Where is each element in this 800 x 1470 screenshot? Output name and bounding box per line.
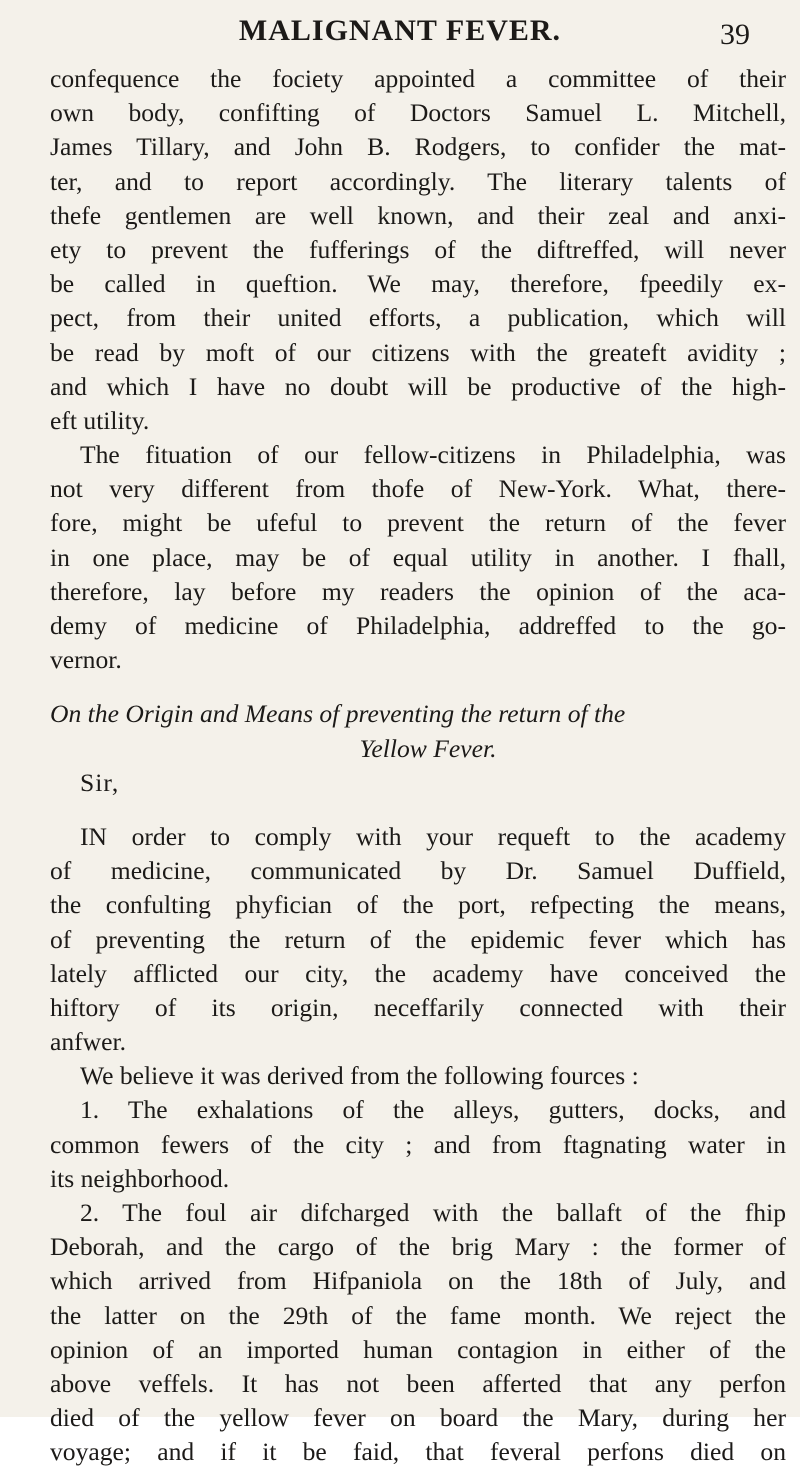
text-line: 1. The exhalations of the alleys, gutters, docks, and bbox=[80, 1095, 786, 1125]
text-line: above veffels. It has not been afferted that any perfon bbox=[50, 1368, 786, 1398]
text-line: common fewers of the city ; and from ftagnating water in bbox=[50, 1129, 786, 1159]
spacer bbox=[50, 677, 786, 697]
text-line: anfwer. bbox=[50, 1027, 127, 1057]
text-line: James Tillary, and John B. Rodgers, to confider the mat- bbox=[50, 132, 786, 162]
heading-line: Yellow Fever. bbox=[359, 733, 497, 763]
text-line: 2. The foul air difcharged with the ballaft of the fhip bbox=[80, 1198, 786, 1227]
text-line: The fituation of our fellow-citizens in Philadelphia, was bbox=[80, 440, 786, 470]
paragraph-in-order bbox=[50, 820, 786, 1059]
letter-heading bbox=[50, 697, 786, 765]
salutation: Sir, bbox=[80, 767, 120, 797]
text-line: own body, confifting of Doctors Samuel L. Mitchell, bbox=[50, 98, 786, 128]
text-line: ter, and to report accordingly. The literary talents of bbox=[50, 166, 786, 196]
text-line: fore, might be ufeful to prevent the return of the fever bbox=[50, 508, 786, 538]
text-line: ety to prevent the fufferings of the diftreffed, will never bbox=[50, 234, 786, 264]
text-line: died of the yellow fever on board the Mary, during her bbox=[50, 1403, 786, 1433]
paragraph-consequence bbox=[50, 62, 786, 438]
text-line: which arrived from Hifpaniola on the 18th of July, and bbox=[50, 1266, 786, 1296]
text-line: be read by moft of our citizens with the greateft avidity ; bbox=[50, 337, 786, 367]
text-line: the confulting phyfician of the port, refpecting the means, bbox=[50, 890, 786, 920]
paragraph-situation bbox=[50, 438, 786, 677]
text-line: confequence the fociety appointed a committee of their bbox=[50, 64, 786, 93]
text-line: eft utility. bbox=[50, 405, 150, 435]
heading-line: On the Origin and Means of preventing the return of the bbox=[50, 699, 626, 729]
text-line: voyage; and if it be faid, that feveral perfons died on bbox=[50, 1437, 786, 1467]
paragraph-sources bbox=[50, 1059, 786, 1093]
text-line: of medicine, communicated by Dr. Samuel Duffield, bbox=[50, 856, 786, 886]
text-line: be called in queftion. We may, therefore, fpeedily ex- bbox=[50, 269, 786, 299]
text-line: its neighborhood. bbox=[50, 1163, 230, 1193]
text-line: Deborah, and the cargo of the brig Mary : the former of bbox=[50, 1232, 786, 1262]
running-title: MALIGNANT FEVER. bbox=[238, 14, 562, 47]
text-line: lately afflicted our city, the academy have conceived the bbox=[50, 958, 786, 988]
text-line: of preventing the return of the epidemic fever which has bbox=[50, 924, 786, 954]
text-line: IN order to comply with your requeft to the academy bbox=[80, 821, 786, 851]
text-line: pect, from their united efforts, a publication, which will bbox=[50, 303, 786, 333]
text-line: demy of medicine of Philadelphia, addreffed to the go- bbox=[50, 611, 786, 640]
text-line: opinion of an imported human contagion in either of the bbox=[50, 1334, 786, 1364]
spacer bbox=[50, 800, 786, 820]
page-number: 39 bbox=[720, 18, 750, 51]
list-item-foul-air bbox=[50, 1196, 786, 1470]
text-line: vernor. bbox=[50, 645, 122, 675]
text-line: in one place, may be of equal utility in another. I fhall, bbox=[50, 542, 786, 572]
body-text bbox=[50, 62, 786, 1470]
text-line: We believe it was derived from the following fources : bbox=[80, 1061, 639, 1091]
running-head bbox=[0, 14, 800, 54]
text-line: hiftory of its origin, neceffarily connected with their bbox=[50, 992, 786, 1022]
text-line: and which I have no doubt will be productive of the high- bbox=[50, 371, 786, 401]
list-item-exhalations bbox=[50, 1093, 786, 1196]
text-line: thefe gentlemen are well known, and their zeal and anxi- bbox=[50, 200, 786, 230]
text-line: therefore, lay before my readers the opinion of the aca- bbox=[50, 576, 786, 606]
text-line: not very different from thofe of New-York. What, there- bbox=[50, 474, 786, 504]
text-line: the latter on the 29th of the fame month. We reject the bbox=[50, 1300, 786, 1330]
